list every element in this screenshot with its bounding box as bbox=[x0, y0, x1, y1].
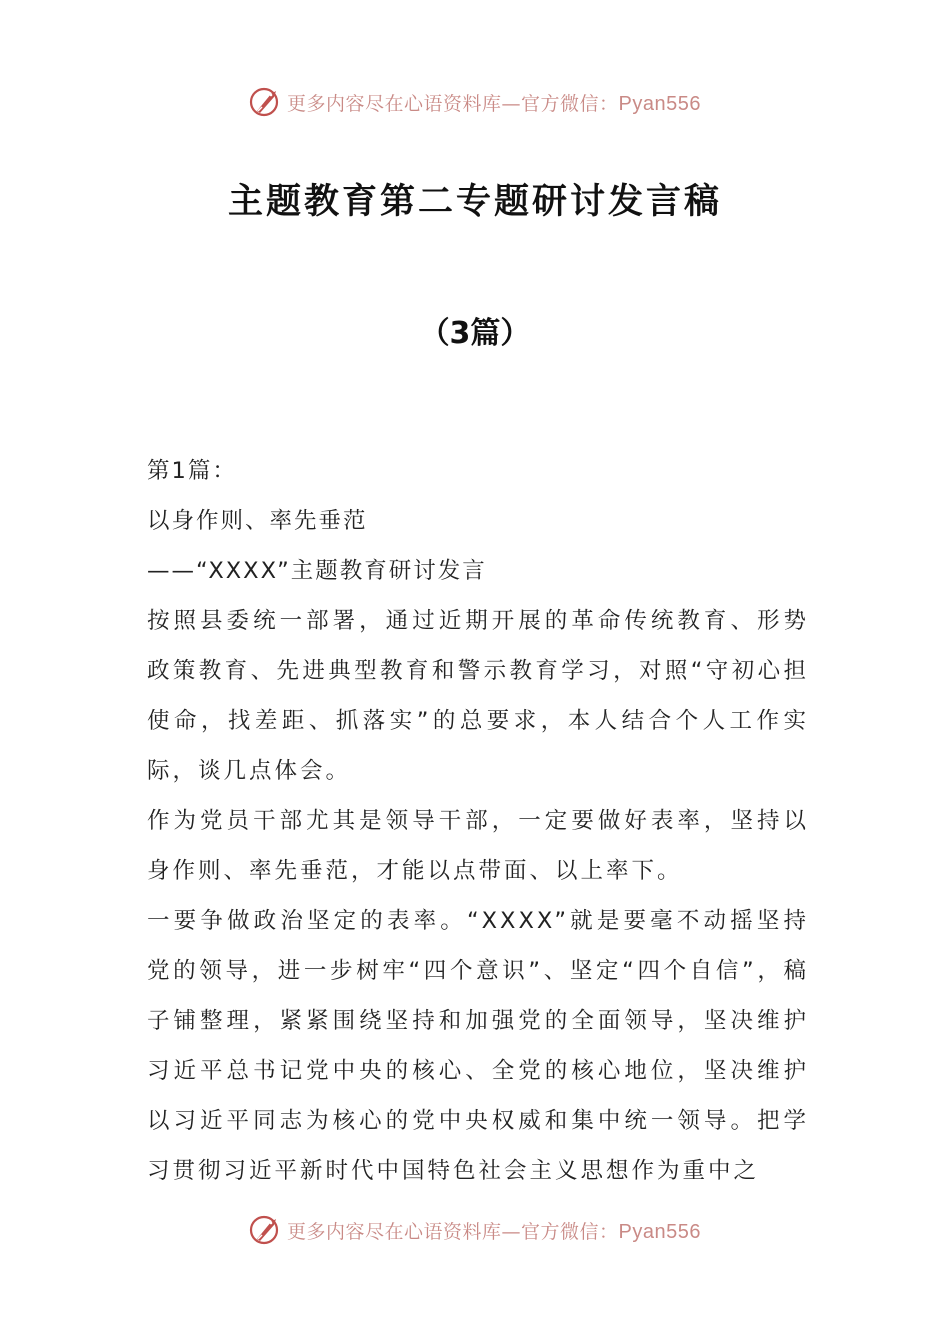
banner-wechat-id: Pyan556 bbox=[618, 92, 701, 115]
document-subtitle: （3篇） bbox=[419, 316, 531, 351]
pen-nib-logo-icon bbox=[249, 85, 283, 119]
section-label: 第1篇： bbox=[147, 458, 237, 484]
header-banner bbox=[0, 82, 950, 122]
body-paragraph: 作为党员干部尤其是领导干部，一定要做好表率，坚持以身作则、率先垂范，才能以点带面、以上率下。 bbox=[147, 808, 809, 884]
banner-wechat-id: Pyan556 bbox=[618, 1220, 701, 1243]
section-subtitle: ——“XXXX”主题教育研讨发言 bbox=[147, 558, 487, 584]
pen-nib-logo-icon bbox=[249, 1213, 283, 1247]
body-paragraph: 一要争做政治坚定的表率。“XXXX”就是要毫不动摇坚持党的领导，进一步树牢“四个意识”、坚定“四个自信”，稿子铺整理，紧紧围绕坚持和加强党的全面领导，坚决维护习近平总书记党中央的核心、全党的核心地位，坚决维护以习近平同志为核心的党中央权威和集中统一领导。把学习贯彻习近平新时代中国特色社会主义思想作为重中之 bbox=[147, 908, 809, 1184]
body-paragraph: 按照县委统一部署，通过近期开展的革命传统教育、形势政策教育、先进典型教育和警示教育学习，对照“守初心担使命，找差距、抓落实”的总要求，本人结合个人工作实际，谈几点体会。 bbox=[147, 608, 809, 784]
document-body bbox=[147, 446, 809, 1196]
banner-text: 更多内容尽在心语资料库—官方微信：Pyan556 bbox=[287, 92, 701, 115]
section-title: 以身作则、率先垂范 bbox=[147, 508, 368, 534]
footer-banner bbox=[0, 1210, 950, 1250]
banner-text: 更多内容尽在心语资料库—官方微信：Pyan556 bbox=[287, 1220, 701, 1243]
document-title: 主题教育第二专题研讨发言稿 bbox=[227, 182, 722, 222]
